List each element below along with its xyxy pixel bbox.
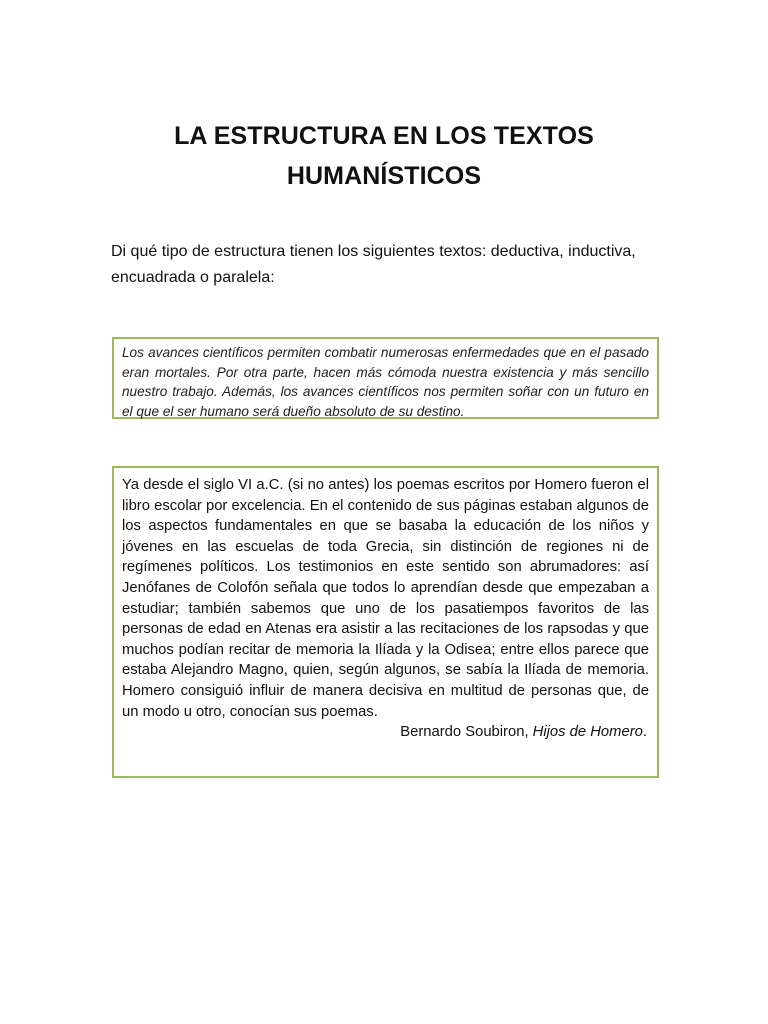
title-line-1: LA ESTRUCTURA EN LOS TEXTOS <box>174 122 594 150</box>
instruction-text: Di qué tipo de estructura tienen los siguientes textos: deductiva, inductiva, encuadrada o paralela: <box>111 243 636 286</box>
text-box-2 <box>112 466 659 778</box>
attribution-work: Hijos de Homero <box>532 724 643 741</box>
text-box-1 <box>112 337 659 419</box>
page-title <box>120 116 648 196</box>
title-line-2: HUMANÍSTICOS <box>286 162 482 190</box>
text-2-paragraph: Ya desde el siglo VI a.C. (si no antes) los poemas escritos por Homero fueron el libro escolar por excelencia. En el contenido de sus páginas estaban algunos de los aspectos fundamentales en que se basaba la educación de los niños y jóvenes en las escuelas de toda Grecia, sin distinción de regiones ni de regímenes políticos. Los testimonios en este sentido son abrumadores: así Jenófanes de Colofón señala que todos lo aprendían desde que empezaban a estudiar; también sabemos que uno de los pasatiempos favoritos de las personas de edad en Atenas era asistir a las recitaciones de los rapsodas y que muchos podían recitar de memoria la Ilíada y la Odisea; entre ellos parece que estaba Alejandro Magno, quien, según algunos, se sabía la Ilíada de memoria. Homero consiguió influir de manera decisiva en multitud de personas que, de un modo u otro, conocían sus poemas. <box>122 477 649 720</box>
text-1-paragraph: Los avances científicos permiten combatir numerosas enfermedades que en el pasado eran mortales. Por otra parte, hacen más cómoda nuestra existencia y más sencillo nuestro trabajo. Además, los avances científicos nos permiten soñar con un futuro en el que el ser humano será dueño absoluto de su destino. <box>122 345 649 419</box>
attribution-end: . <box>642 724 647 741</box>
attribution <box>122 722 649 743</box>
attribution-author: Bernardo Soubiron, <box>400 724 533 741</box>
